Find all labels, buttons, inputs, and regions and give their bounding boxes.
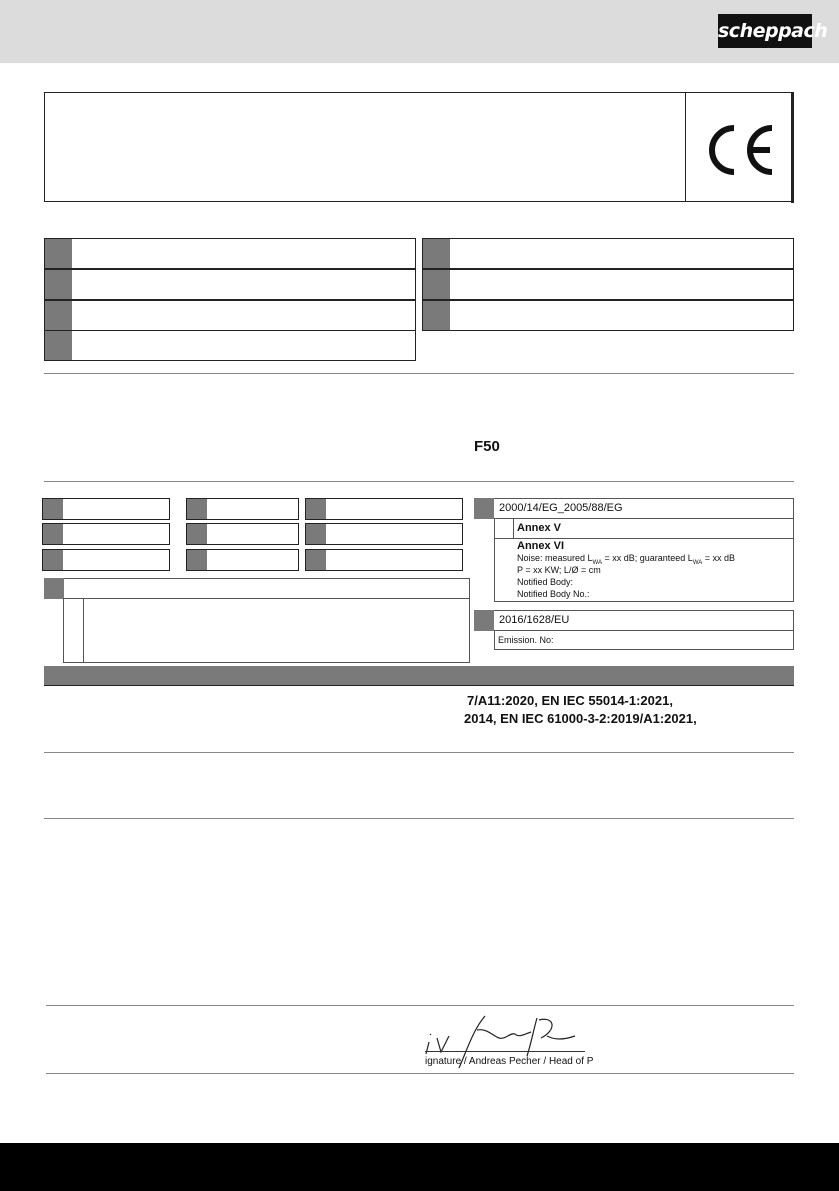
field-marker (45, 301, 72, 330)
logo-text: scheppach (718, 20, 828, 42)
divider (44, 752, 794, 753)
header-band (0, 0, 839, 63)
directive-marker (44, 578, 64, 599)
notified-body-no-label: Notified Body No.: (517, 589, 590, 599)
field-marker (45, 331, 72, 360)
ce-mark-icon (700, 122, 780, 178)
directive-marker (187, 550, 207, 570)
directive-marker (187, 499, 207, 519)
company-field-row (44, 300, 416, 331)
directive-marker (43, 550, 63, 570)
directive-marker (306, 499, 326, 519)
company-field-row (422, 238, 794, 269)
title-box-divider (685, 92, 686, 202)
directive-marker (306, 550, 326, 570)
footer-band (0, 1143, 839, 1191)
machinery-directive-number: 2000/14/EG_2005/88/EG (499, 502, 623, 514)
title-box-right-edge (791, 92, 794, 203)
standards-header-bar (44, 666, 794, 685)
directive-marker (474, 498, 494, 519)
directive-detail-box (63, 598, 470, 663)
field-marker (45, 270, 72, 299)
emission-directive-number: 2016/1628/EU (499, 614, 570, 626)
directive-marker (43, 524, 63, 544)
directive-marker (43, 499, 63, 519)
directive-marker (187, 524, 207, 544)
signature-caption: ignature / Andreas Pecher / Head of P (425, 1056, 594, 1067)
signature-line (425, 1051, 585, 1052)
divider (44, 818, 794, 819)
divider (44, 481, 794, 482)
power-line: P = xx KW; L/Ø = cm (517, 565, 601, 575)
company-field-row (422, 269, 794, 300)
standards-bar-underline (44, 685, 794, 686)
directive-header-row (44, 578, 470, 599)
field-marker (45, 239, 72, 268)
detail-box-divider (83, 599, 84, 662)
company-field-row (422, 300, 794, 331)
notified-body-label: Notified Body: (517, 577, 574, 587)
declaration-title-box (44, 92, 793, 202)
company-field-row (44, 330, 416, 361)
field-marker (423, 270, 450, 299)
directive-marker (474, 610, 494, 631)
annex-vi-label: Annex VI (517, 540, 565, 552)
directive-checkbox-row (305, 498, 463, 520)
divider (46, 1005, 794, 1006)
model-number: F50 (474, 438, 500, 455)
field-marker (423, 301, 450, 330)
emission-number-label: Emission. No: (498, 635, 554, 645)
divider (46, 1073, 794, 1074)
noise-line: Noise: measured $L_{WA}$ = xx dB; guaranteed $L_{WA}$ = xx dB (517, 553, 736, 566)
directive-checkbox-row (305, 523, 463, 545)
standards-line-2: 2014, EN IEC 61000-3-2:2019/A1:2021, (464, 711, 697, 726)
directive-marker (306, 524, 326, 544)
standards-line-1: 7/A11:2020, EN IEC 55014-1:2021, (467, 693, 673, 708)
company-field-row (44, 238, 416, 269)
divider (44, 373, 794, 374)
field-marker (423, 239, 450, 268)
annex-v-label: Annex V (517, 522, 562, 534)
company-field-row (44, 269, 416, 300)
directive-checkbox-row (305, 549, 463, 571)
scheppach-logo (718, 14, 828, 48)
